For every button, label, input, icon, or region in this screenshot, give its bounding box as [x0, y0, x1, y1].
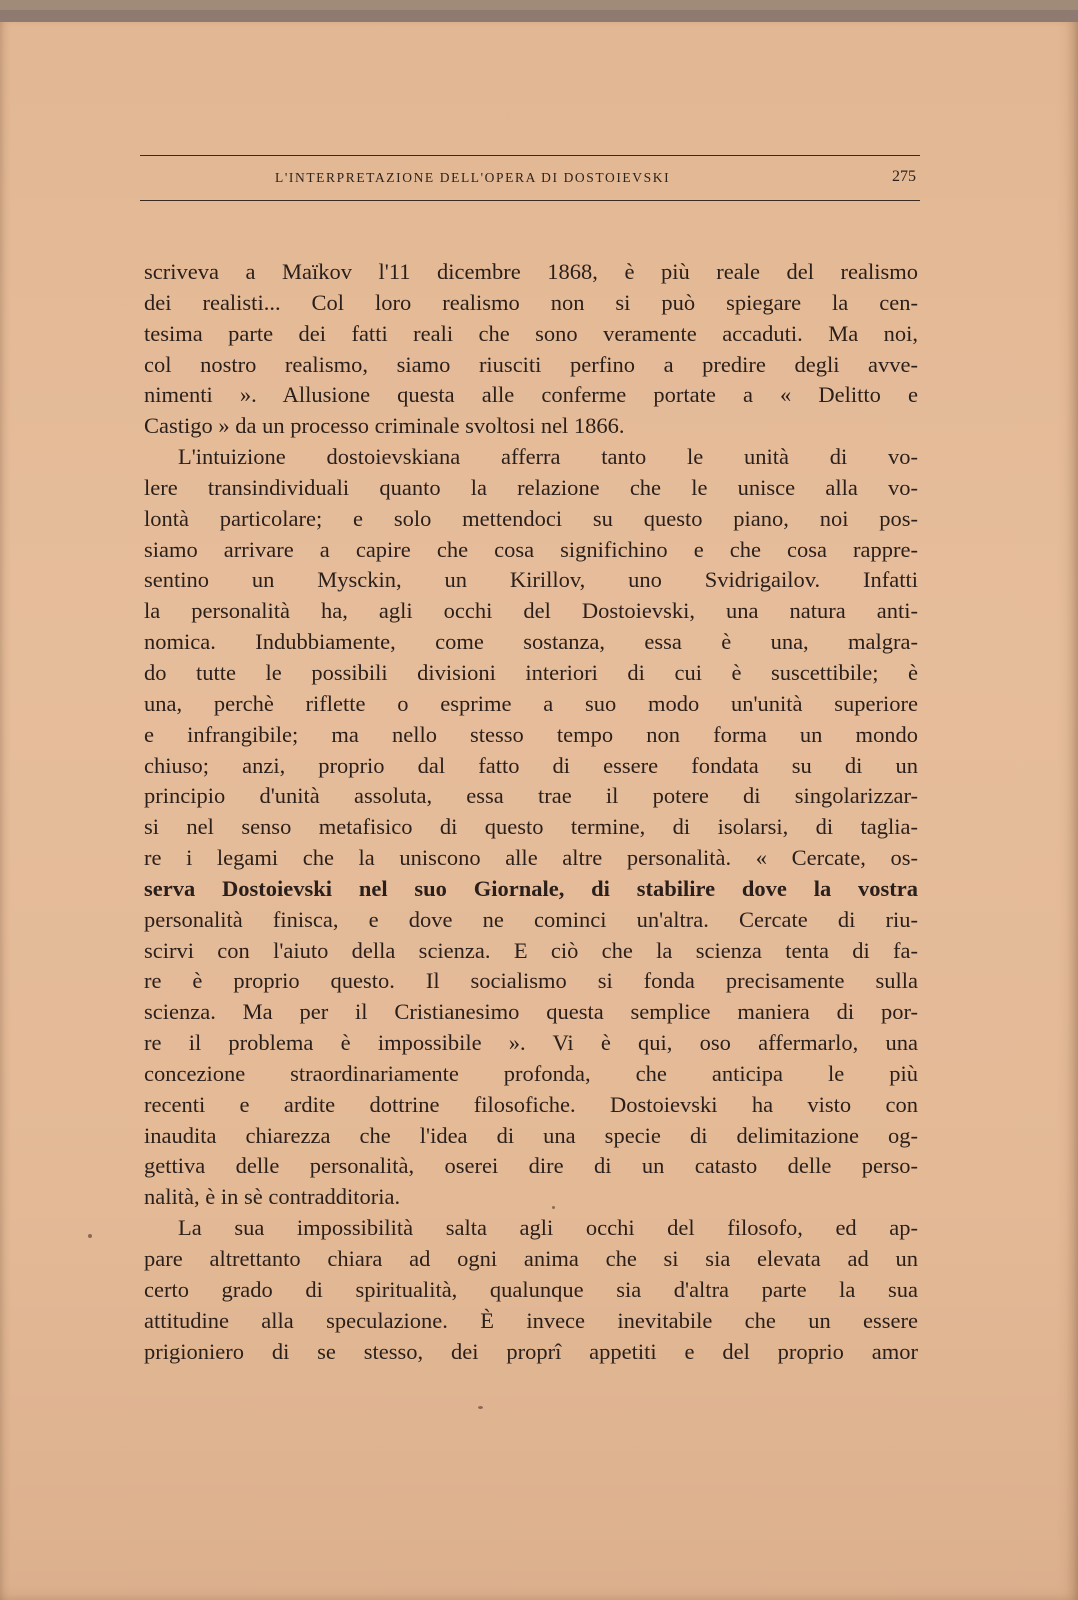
text-line: nalità, è in sè contradditoria. — [144, 1184, 401, 1210]
text-line: attitudine alla speculazione. È invece inevitabile che un essere — [144, 1307, 918, 1333]
text-line: inaudita chiarezza che l'idea di una specie di delimitazione og- — [144, 1122, 918, 1148]
page-edge — [0, 10, 1078, 22]
text-line: sentino un Mysckin, un Kirillov, uno Svidrigailov. Infatti — [144, 567, 918, 593]
text-line: lontà particolare; e solo mettendoci su questo piano, noi pos- — [144, 505, 918, 531]
text-line: si nel senso metafisico di questo termine, di isolarsi, di taglia- — [144, 814, 918, 840]
text-line: nimenti ». Allusione questa alle conferme portate a « Delitto e — [144, 382, 918, 408]
text-line: gettiva delle personalità, oserei dire di un catasto delle perso- — [144, 1153, 918, 1179]
text-line: siamo arrivare a capire che cosa significhino e che cosa rappre- — [144, 536, 918, 562]
text-line: concezione straordinariamente profonda, che anticipa le più — [144, 1060, 918, 1086]
text-line: lere transindividuali quanto la relazione che le unisce alla vo- — [144, 474, 918, 500]
text-line: principio d'unità assoluta, essa trae il potere di singolarizzar- — [144, 783, 918, 809]
page-number: 275 — [892, 168, 916, 185]
text-line: nomica. Indubbiamente, come sostanza, essa è una, malgra- — [144, 629, 918, 655]
text-line: personalità finisca, e dove ne cominci un'altra. Cercate di riu- — [144, 906, 918, 932]
paper-speck — [552, 1206, 555, 1209]
text-line: do tutte le possibili divisioni interiori di cui è suscettibile; è — [144, 659, 918, 685]
text-line: L'intuizione dostoievskiana afferra tanto le unità di vo- — [178, 444, 918, 470]
text-line: re i legami che la uniscono alle altre personalità. « Cercate, os- — [144, 845, 918, 871]
text-line: col nostro realismo, siamo riusciti perfino a predire degli avve- — [144, 351, 918, 377]
text-line: serva Dostoievski nel suo Giornale, di stabilire dove la vostra — [144, 875, 918, 901]
book-page — [0, 10, 1078, 1600]
page-header — [140, 155, 920, 201]
text-line: La sua impossibilità salta agli occhi del filosofo, ed ap- — [178, 1215, 918, 1241]
text-line: prigioniero di se stesso, dei proprî appetiti e del proprio amor — [144, 1338, 918, 1364]
text-line: re il problema è impossibile ». Vi è qui, oso affermarlo, una — [144, 1030, 918, 1056]
text-line: tesima parte dei fatti reali che sono veramente accaduti. Ma noi, — [144, 320, 918, 346]
text-line: dei realisti... Col loro realismo non si può spiegare la cen- — [144, 289, 918, 315]
text-line: e infrangibile; ma nello stesso tempo non forma un mondo — [144, 721, 918, 747]
text-line: scienza. Ma per il Cristianesimo questa semplice maniera di por- — [144, 999, 918, 1025]
text-line: la personalità ha, agli occhi del Dostoievski, una natura anti- — [144, 598, 918, 624]
running-head: L'INTERPRETAZIONE DELL'OPERA DI DOSTOIEVSKI — [275, 170, 671, 185]
body-text — [144, 257, 918, 1367]
text-line: certo grado di spiritualità, qualunque sia d'altra parte la sua — [144, 1276, 918, 1302]
text-line: scriveva a Maïkov l'11 dicembre 1868, è più reale del realismo — [144, 259, 918, 284]
text-line: scirvi con l'aiuto della scienza. E ciò che la scienza tenta di fa- — [144, 937, 918, 963]
text-line: chiuso; anzi, proprio dal fatto di essere fondata su di un — [144, 752, 918, 778]
text-line: re è proprio questo. Il socialismo si fonda precisamente sulla — [144, 968, 918, 994]
paper-speck — [88, 1234, 92, 1238]
text-line: una, perchè riflette o esprime a suo modo un'unità superiore — [144, 690, 918, 716]
paper-speck — [478, 1406, 483, 1409]
text-line: Castigo » da un processo criminale svoltosi nel 1866. — [144, 413, 625, 439]
text-line: pare altrettanto chiara ad ogni anima che si sia elevata ad un — [144, 1246, 918, 1271]
text-line: recenti e ardite dottrine filosofiche. Dostoievski ha visto con — [144, 1091, 918, 1117]
